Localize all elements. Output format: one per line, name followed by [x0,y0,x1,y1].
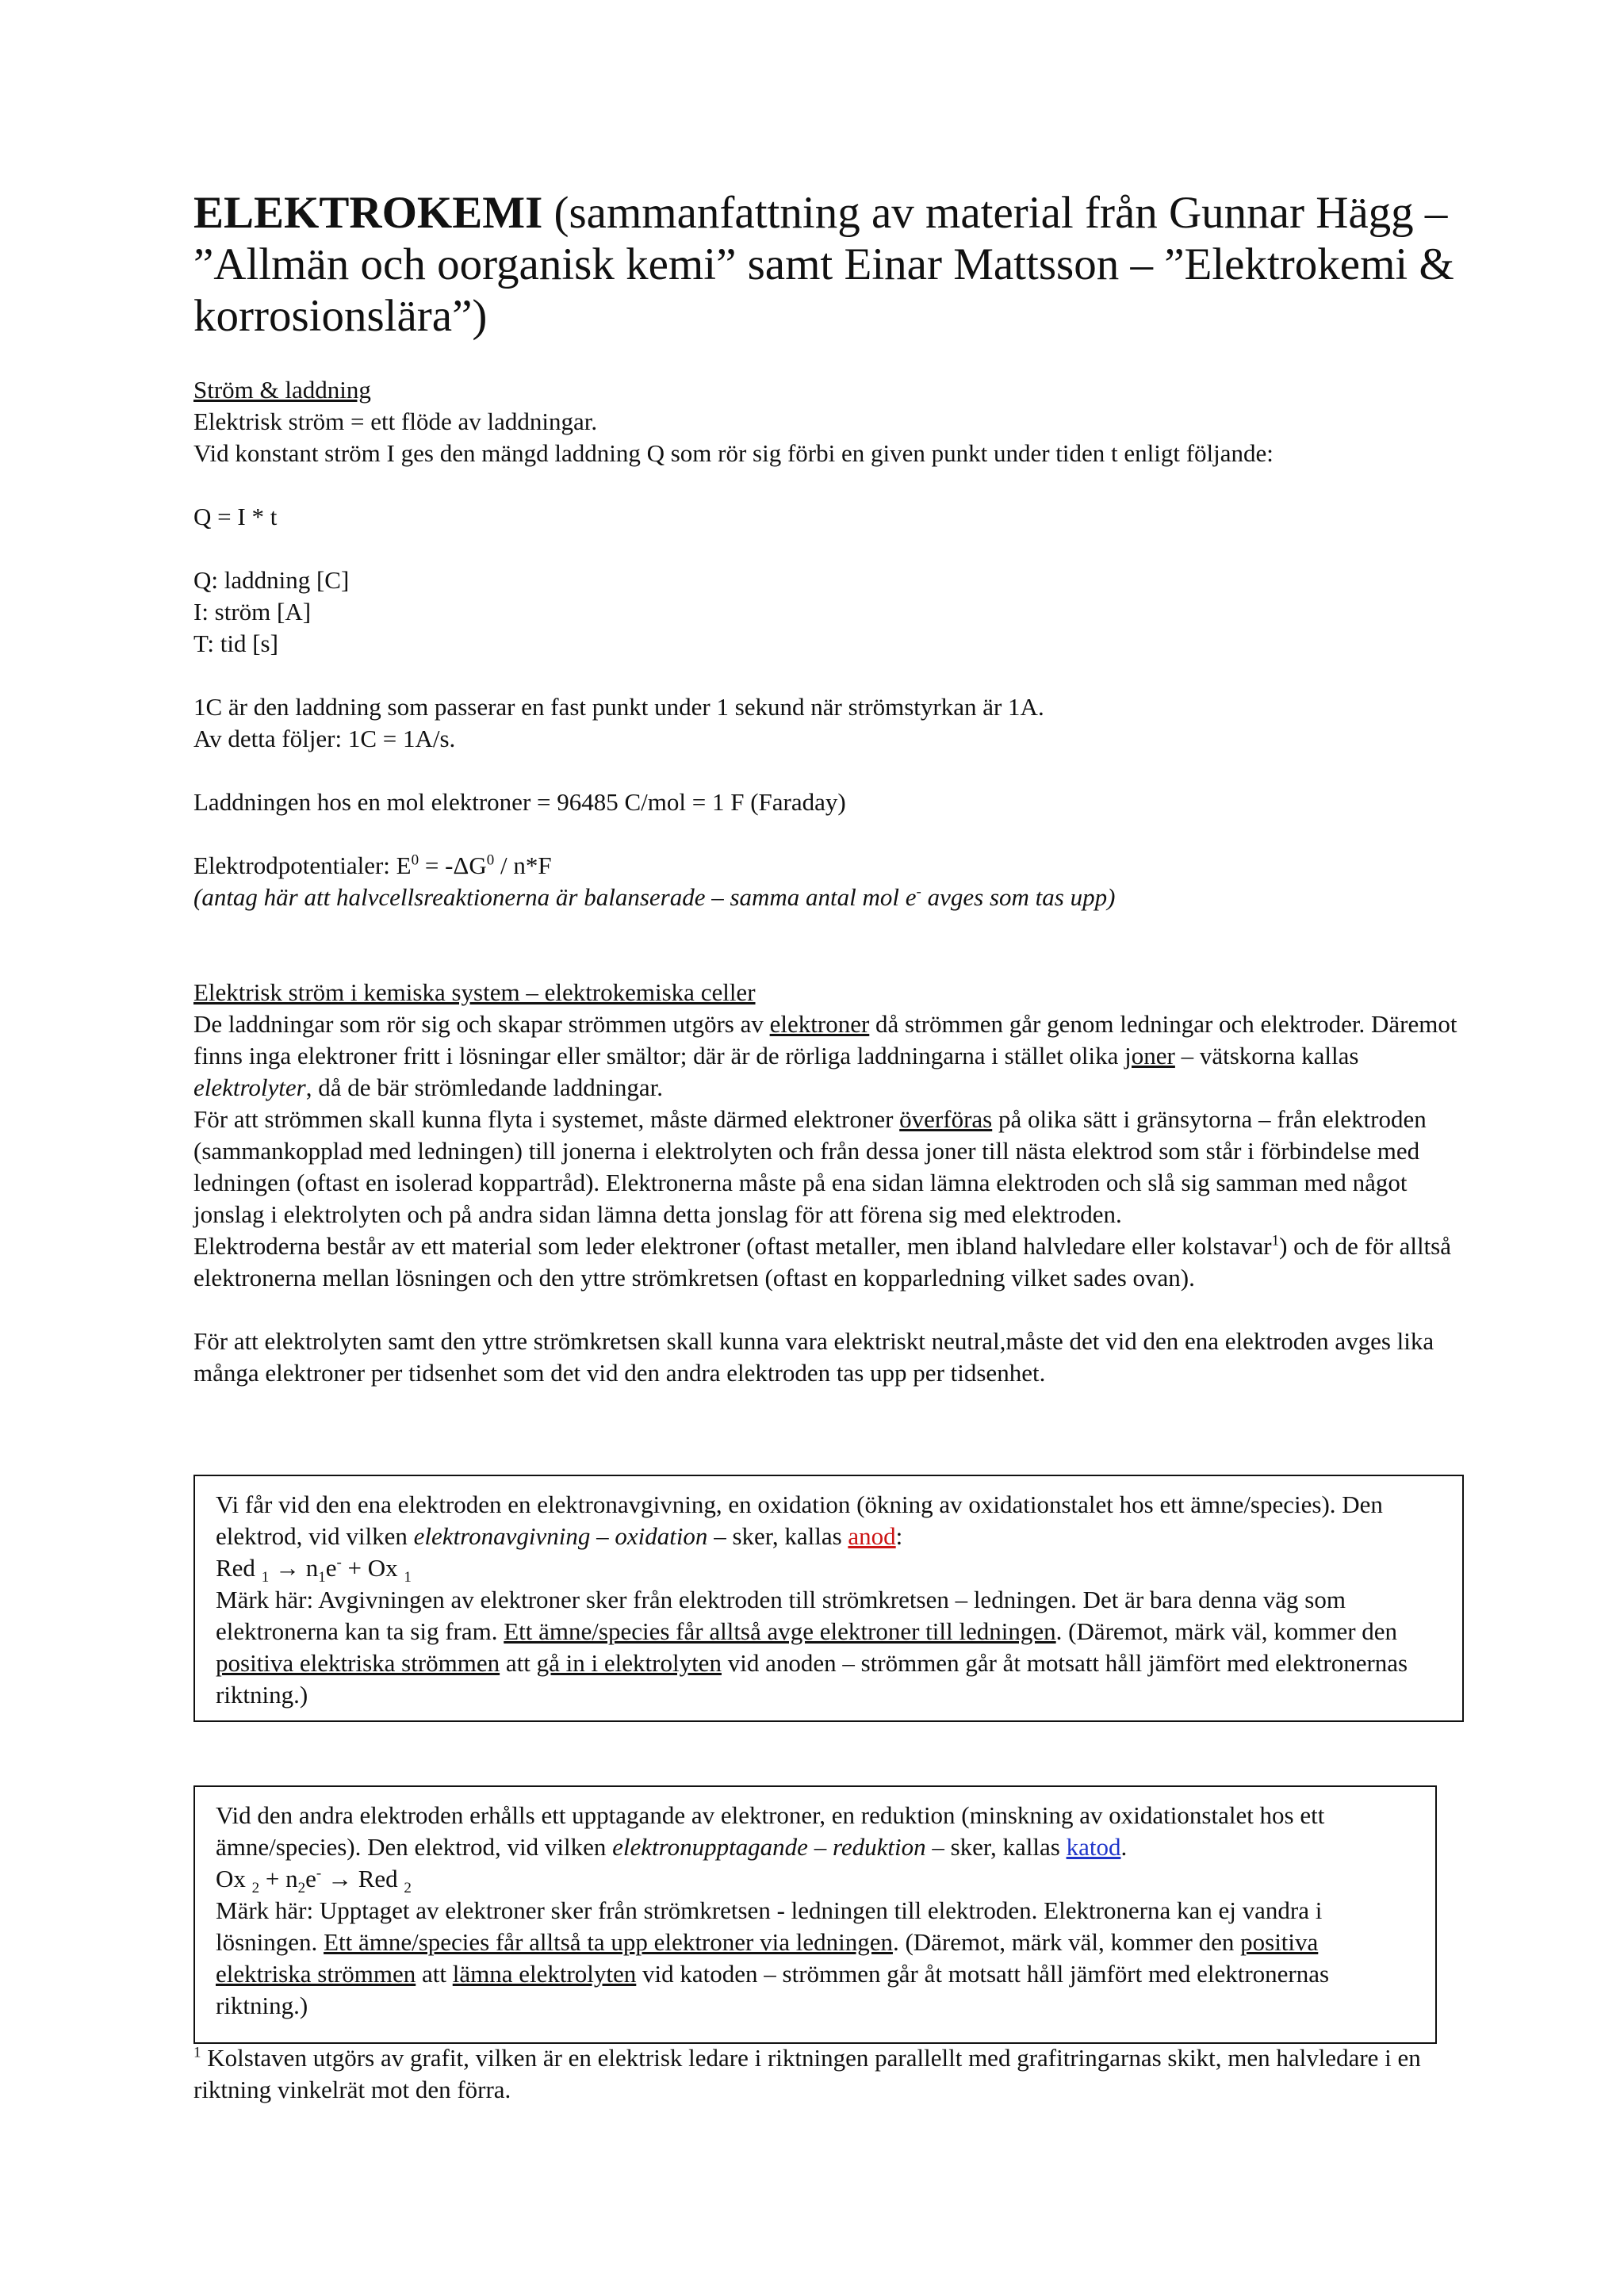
faraday-constant: Laddningen hos en mol elektroner = 96485 C/mol = 1 F (Faraday) [193,788,846,816]
cathode-reaction: Ox $_2 + n_2e^-$ → Red $_2$ [216,1865,412,1897]
main-content [193,374,1462,1389]
anode-box [193,1475,1464,1722]
paragraph: För att elektrolyten samt den yttre strömkretsen skall kunna vara elektriskt neutral,måste det vid den ena elektroden avges lika många elektroner per tidsenhet som det vid den andra elektroden tas upp per tidsenhet. [193,1327,1434,1387]
paragraph: Elektroderna består av ett material som leder elektroner (oftast metaller, men ibland halvledare eller kolstavar$^1$) och de för alltså elektronerna mellan lösningen och den yttre strömkretsen (oftast en kopparledning vilket sades ovan). [193,1232,1452,1292]
box-paragraph: Märk här: Avgivningen av elektroner sker från elektroden till strömkretsen – ledningen. Det är bara denna väg som elektronerna kan ta sig fram. Ett ämne/species får alltså avge elektroner till ledningen. (Däremot, märk väl, kommer den positiva elektriska strömmen att gå in i elektrolyten vid anoden – strömmen går åt motsatt håll jämfört med elektronernas riktning.) [216,1586,1408,1709]
footnote-text: Kolstaven utgörs av grafit, vilken är en elektrisk ledare i riktningen parallellt med grafitringarnas skikt, men halvledare i en riktning vinkelrät mot den förra. [193,2044,1421,2103]
footnote [193,2042,1462,2106]
anod-link[interactable]: anod [848,1522,896,1550]
definition-q: Q: laddning [C] [193,566,350,594]
text-line: Av detta följer: 1C = 1A/s. [193,725,456,752]
cathode-box [193,1785,1437,2044]
document-title [193,187,1462,342]
footnote-ref[interactable]: 1 [1271,1232,1280,1249]
definition-i: I: ström [A] [193,598,312,626]
section-heading-elektrokemiska-celler: Elektrisk ström i kemiska system – elektrokemiska celler [193,978,756,1006]
section-heading-strom-laddning: Ström & laddning [193,376,371,404]
title-rest: (sammanfattning av material från Gunnar Hägg – ”Allmän och oorganisk kemi” samt Einar Mattsson – ”Elektrokemi & korrosionslära”) [193,188,1454,341]
paragraph: För att strömmen skall kunna flyta i systemet, måste därmed elektroner överföras på olika sätt i gränsytorna – från elektroden (sammankopplad med ledningen) till jonerna i elektrolyten och från dessa joner till nästa elektrod som står i förbindelse med ledningen (oftast en isolerad koppartråd). Elektronerna måste på ena sidan lämna elektroden och slå sig samman med något jonslag i elektrolyten och på andra sidan lämna detta jonslag för att förena sig med elektroden. [193,1105,1427,1228]
footnote-number: 1 [193,2044,201,2061]
balance-note: (antag här att halvcellsreaktionerna är balanserade – samma antal mol e- avges som tas upp) [193,883,1116,911]
paragraph: De laddningar som rör sig och skapar strömmen utgörs av elektroner då strömmen går genom ledningar och elektroder. Däremot finns inga elektroner fritt i lösningar eller smältor; där är de rörliga laddningarna i stället olika joner – vätskorna kallas elektrolyter, då de bär strömledande laddningar. [193,1010,1457,1101]
box-paragraph: Märk här: Upptaget av elektroner sker från strömkretsen - ledningen till elektroden. Elektronerna kan ej vandra i lösningen. Ett ämne/species får alltså ta upp elektroner via ledningen. (Däremot, märk väl, kommer den positiva elektriska strömmen att lämna elektrolyten vid katoden – strömmen går åt motsatt håll jämfört med elektronernas riktning.) [216,1896,1330,2019]
text-line: Elektrisk ström = ett flöde av laddningar. [193,408,598,435]
formula-charge: Q = I * t [193,503,278,530]
katod-link[interactable]: katod [1066,1833,1121,1861]
electrode-potential-formula: Elektrodpotentialer: $E^0 = -\Delta G^0 / n*F$ [193,851,552,879]
text-line: Vid konstant ström I ges den mängd laddning Q som rör sig förbi en given punkt under tiden t enligt följande: [193,439,1274,467]
box-paragraph: Vi får vid den ena elektroden en elektronavgivning, en oxidation (ökning av oxidationstalet hos ett ämne/species). Den elektrod, vid vilken elektronavgivning – oxidation – sker, kallas anod: [216,1490,1383,1550]
definition-t: T: tid [s] [193,629,278,657]
title-bold: ELEKTROKEMI [193,188,543,238]
anode-reaction: Red $_1 \to n_1e^- + Ox$ $_1$ [216,1554,412,1586]
box-paragraph: Vid den andra elektroden erhålls ett upptagande av elektroner, en reduktion (minskning av oxidationstalet hos ett ämne/species). Den elektrod, vid vilken elektronupptagande – reduktion – sker, kallas katod. [216,1801,1325,1861]
text-line: 1C är den laddning som passerar en fast punkt under 1 sekund när strömstyrkan är 1A. [193,693,1044,721]
